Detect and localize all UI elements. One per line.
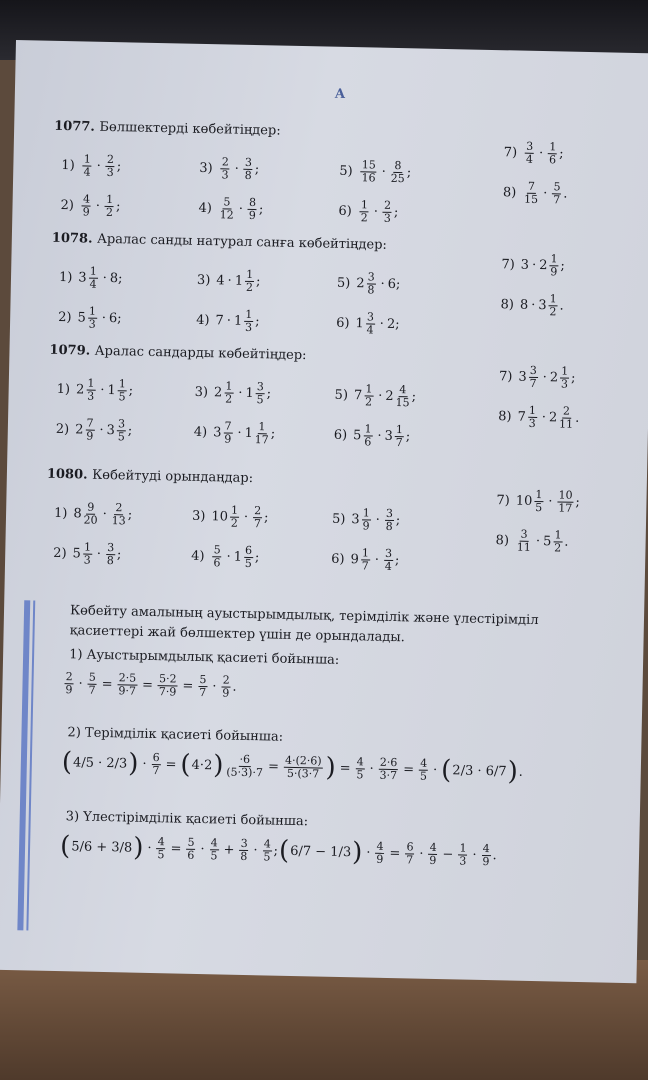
exercise-title: Бөлшектерді көбейтіңдер: (99, 119, 281, 139)
fraction: $\frac{7}{9}$ (86, 416, 94, 443)
fraction: $\frac{9}{20}$ (83, 500, 98, 527)
fraction: $\frac{1}{3}$ (560, 364, 569, 391)
fraction: $\frac{1}{6}$ (548, 140, 557, 167)
item-label: 1) (56, 381, 71, 398)
exercise-item: 3) 10 $\frac{1}{2}$ · $\frac{2}{7}$ ; (191, 503, 269, 531)
item-label: 4) (193, 424, 208, 441)
fraction: $\frac{4}{9}$ (429, 840, 437, 867)
exercise-item: 6) $\frac{1}{2}$ · $\frac{2}{3}$ ; (338, 198, 399, 225)
fraction: $\frac{4\cdot(2\cdot 6)}{5\cdot(3\cdot 7}$ (284, 753, 322, 781)
exercise-item: 2) 5 $\frac{1}{3}$ · 6 ; (58, 304, 122, 331)
fraction: $\frac{3}{8}$ (240, 836, 248, 863)
exercise-heading (54, 119, 281, 139)
item-label: 2) (60, 197, 75, 214)
exercise-item: 4) $\frac{5}{12}$ · $\frac{8}{9}$ ; (198, 195, 264, 223)
fraction: $\frac{1}{2}$ (230, 503, 239, 530)
fraction: $\frac{4}{9}$ (82, 192, 91, 219)
item-label: 5) (331, 511, 346, 528)
equation-distributive: ( 5/6 + 3/8 ) · $\frac{4}{5}$ = $\frac{5}{6}$ · $\frac{4}{5}$ + $\frac{3}{8}$ · $\frac{4}{5}$ ; ( 6/7 − 1/3 ) · $\frac{4}{9}$ = $\frac{6}{7}$ · $\frac{4}{9}$ − $\frac{1}{3}$ · $\frac{4}{9}$ . (59, 831, 497, 868)
item-label: 5) (334, 387, 349, 404)
fraction: $\frac{3}{5}$ (256, 380, 264, 407)
fraction: $\frac{3}{8}$ (244, 155, 253, 182)
fraction: $\frac{1}{5}$ (118, 377, 127, 404)
fraction: $\frac{1}{9}$ (362, 506, 370, 533)
fraction: $\frac{4}{5}$ (356, 754, 364, 781)
exercise-item: 8) $\frac{7}{15}$ · $\frac{5}{7}$ . (502, 179, 568, 207)
property-2-heading: 2) Терімділік қасиеті бойынша: (67, 725, 284, 745)
exercise-item: 7) 3 · 2 $\frac{1}{9}$ ; (501, 252, 565, 279)
item-label: 3) (196, 272, 211, 289)
fraction: $\frac{2}{9}$ (222, 673, 230, 700)
exercise-item: 8) 8 · 3 $\frac{1}{2}$ . (500, 292, 564, 319)
item-label: 4) (198, 200, 213, 217)
item-label: 4) (196, 312, 210, 329)
exercise-item: 2) 5 $\frac{1}{3}$ · $\frac{3}{8}$ ; (53, 540, 122, 568)
fraction: $\frac{3}{5}$ (117, 417, 126, 444)
fraction: $\frac{3}{7}$ (529, 363, 537, 390)
item-label: 5) (339, 163, 353, 180)
item-label: 5) (336, 275, 351, 292)
textbook-page (0, 40, 648, 983)
fraction: $\frac{1}{6}$ (364, 422, 372, 449)
item-label: 6) (331, 551, 345, 567)
exercise-item: 4) 7 · 1 $\frac{1}{3}$ ; (196, 307, 260, 335)
fraction: $\frac{2}{3}$ (106, 152, 115, 180)
fraction: $\frac{3}{4}$ (366, 310, 375, 337)
exercise-item: 4) $\frac{5}{6}$ · 1 $\frac{6}{5}$ ; (191, 543, 260, 571)
fraction: $\frac{5}{7}$ (88, 670, 96, 697)
fraction: $\frac{1}{4}$ (89, 264, 97, 291)
fraction: $\frac{6}{7}$ (152, 750, 160, 777)
item-label: 2) (55, 421, 70, 438)
exercise-item: 4) 3 $\frac{7}{9}$ · 1 $\frac{1}{17}$ ; (193, 419, 276, 447)
item-label: 8) (495, 533, 510, 549)
item-label: 7) (498, 369, 513, 385)
exercise-item: 6) 5 $\frac{1}{6}$ · 3 $\frac{1}{7}$ ; (333, 422, 411, 450)
item-label: 6) (333, 427, 348, 444)
item-label: 1) (61, 157, 75, 174)
exercise-item: 5) 7 $\frac{1}{2}$ · 2 $\frac{4}{15}$ ; (334, 382, 417, 410)
fraction: $\frac{3}{8}$ (367, 270, 375, 297)
fraction: $\frac{4}{5}$ (210, 835, 218, 862)
fraction: $\frac{2}{7}$ (253, 504, 262, 531)
fraction: $\frac{1}{7}$ (395, 423, 404, 450)
exercise-item: 2) $\frac{4}{9}$ · $\frac{1}{2}$ ; (60, 192, 121, 220)
page-letter: A (334, 86, 346, 102)
exercise-number: 1077. (54, 118, 100, 135)
fraction: $\frac{2}{9}$ (65, 670, 73, 697)
fraction: $\frac{1}{2}$ (225, 379, 233, 406)
fraction: $\frac{1}{3}$ (87, 376, 95, 403)
fraction: $\frac{1}{3}$ (88, 304, 97, 331)
fraction: $\frac{5\cdot 2}{7\cdot 9}$ (158, 672, 177, 699)
theory-box (17, 600, 648, 943)
fraction: $\frac{1}{5}$ (535, 487, 543, 515)
fraction: $\frac{3}{8}$ (106, 541, 115, 568)
fraction: $\frac{3}{4}$ (384, 546, 393, 573)
exercise-item: 1) $\frac{1}{4}$ · $\frac{2}{3}$ ; (61, 152, 122, 180)
fraction: $\frac{1}{3}$ (459, 840, 467, 868)
exercise-item: 5) 3 $\frac{1}{9}$ · $\frac{3}{8}$ ; (331, 506, 401, 533)
item-label: 8) (502, 185, 517, 201)
fraction: $\frac{3}{4}$ (525, 139, 534, 166)
exercise-title: Көбейтуді орындаңдар: (91, 467, 254, 487)
exercise-item: 3) 2 $\frac{1}{2}$ · 1 $\frac{3}{5}$ ; (194, 379, 272, 407)
fraction: $\frac{4}{9}$ (376, 839, 384, 866)
exercise-item: 1) 8 $\frac{9}{20}$ · $\frac{2}{13}$ ; (53, 500, 133, 528)
fraction: $\frac{2\cdot 5}{9\cdot 7}$ (118, 671, 137, 698)
fraction: $\frac{1}{3}$ (528, 403, 537, 430)
equation-associative: ( 4/5 · 2/3 ) · $\frac{6}{7}$ = ( 4·2 ) $\frac{\cdot 6}{(5\cdot 3)\cdot 7}$ = $\frac{4\cdot(2\cdot 6)}{5\cdot(3\cdot 7}$ ) = $\frac{4}{5}$ · $\frac{2\cdot 6}{3\cdot 7}$ = $\frac{4}{5}$ · ( 2/3 · 6/7 ) . (61, 747, 524, 787)
property-3-heading: 3) Үлестірімділік қасиеті бойынша: (65, 809, 309, 830)
exercise-item: 7) 3 $\frac{3}{7}$ · 2 $\frac{1}{3}$ ; (498, 363, 576, 391)
fraction: $\frac{1}{17}$ (254, 420, 269, 447)
exercise-item: 1) 3 $\frac{1}{4}$ · 8 ; (58, 264, 123, 291)
exercise-item: 8) 7 $\frac{1}{3}$ · 2 $\frac{2}{11}$ . (498, 403, 580, 431)
item-label: 8) (498, 409, 512, 425)
fraction: $\frac{4}{5}$ (263, 836, 271, 864)
fraction: $\frac{2}{11}$ (558, 404, 574, 431)
item-label: 4) (191, 548, 205, 565)
equation-commutative: $\frac{2}{9}$ · $\frac{5}{7}$ = $\frac{2\cdot 5}{9\cdot 7}$ = $\frac{5\cdot 2}{7\cdot 9}$ = $\frac{5}{7}$ · $\frac{2}{9}$ . (65, 670, 237, 700)
fraction: $\frac{3}{11}$ (516, 527, 531, 554)
fraction: $\frac{4}{5}$ (419, 756, 428, 783)
fraction: $\frac{2}{3}$ (221, 155, 229, 182)
exercise-item: 5) 2 $\frac{3}{8}$ · 6 ; (336, 270, 401, 297)
exercise-item: 1) 2 $\frac{1}{3}$ · 1 $\frac{1}{5}$ ; (56, 376, 134, 404)
item-label: 1) (58, 269, 73, 286)
fraction: $\frac{6}{7}$ (406, 839, 414, 866)
fraction: $\frac{1}{2}$ (364, 382, 373, 409)
fraction: $\frac{5}{7}$ (553, 180, 561, 207)
fraction: $\frac{1}{2}$ (549, 292, 557, 319)
item-label: 7) (496, 493, 510, 509)
fraction: $\frac{2}{13}$ (111, 501, 126, 528)
exercise-title: Аралас сандарды көбейтіңдер: (94, 343, 307, 364)
exercise-heading (47, 467, 253, 486)
fraction: $\frac{15}{16}$ (361, 158, 376, 185)
fraction: $\frac{6}{5}$ (244, 543, 253, 571)
fraction: $\frac{2\cdot 6}{3\cdot 7}$ (379, 755, 398, 782)
item-label: 7) (503, 145, 518, 161)
item-label: 3) (194, 384, 209, 401)
fraction: $\frac{5}{12}$ (219, 195, 234, 222)
item-label: 2) (58, 309, 72, 326)
item-label: 3) (191, 508, 206, 525)
exercise-item: 5) $\frac{15}{16}$ · $\frac{8}{25}$ ; (339, 158, 412, 186)
fraction: $\frac{1}{7}$ (361, 546, 370, 573)
exercise-item: 8) $\frac{3}{11}$ · 5 $\frac{1}{2}$ . (495, 527, 569, 555)
fraction: $\frac{5}{7}$ (199, 672, 207, 700)
fraction: $\frac{10}{17}$ (558, 488, 573, 515)
item-label: 8) (500, 297, 515, 313)
fraction: $\frac{1}{9}$ (550, 252, 558, 279)
fraction: $\frac{4}{15}$ (395, 383, 410, 410)
property-1-heading: 1) Ауыстырымдылық қасиеті бойынша: (68, 647, 340, 668)
fraction: $\frac{8}{25}$ (390, 158, 405, 186)
item-label: 2) (53, 545, 67, 562)
item-label: 7) (501, 257, 515, 273)
fraction: $\frac{7}{15}$ (523, 179, 539, 206)
exercise-item: 7) $\frac{3}{4}$ · $\frac{1}{6}$ ; (503, 139, 564, 167)
fraction: $\frac{5}{6}$ (187, 835, 195, 862)
exercise-item: 6) 1 $\frac{3}{4}$ · 2 ; (335, 310, 400, 337)
exercise-item: 7) 10 $\frac{1}{5}$ · $\frac{10}{17}$ ; (496, 487, 581, 515)
exercise-title: Аралас санды натурал санға көбейтіңдер: (96, 231, 388, 253)
theory-intro-2: қасиеттері жай бөлшектер үшін де орындалады. (69, 623, 405, 646)
exercise-item: 2) 2 $\frac{7}{9}$ · 3 $\frac{3}{5}$ ; (55, 416, 133, 444)
fraction: $\frac{1}{2}$ (554, 528, 562, 555)
fraction: $\frac{1}{2}$ (245, 267, 254, 295)
fraction: $\frac{3}{8}$ (385, 506, 394, 533)
theory-intro-1: Көбейту амалының ауыстырымдылық, терімділік және үлестірімділ (69, 603, 539, 629)
fraction: $\frac{7}{9}$ (224, 419, 232, 446)
exercise-heading (49, 343, 306, 363)
fraction: $\frac{1}{3}$ (244, 307, 253, 335)
fraction: $\frac{1}{3}$ (83, 540, 92, 567)
fraction: $\frac{5}{6}$ (213, 543, 221, 570)
fraction: $\frac{1}{4}$ (83, 152, 92, 179)
exercise-number: 1080. (46, 466, 93, 483)
item-label: 6) (335, 315, 350, 332)
exercise-number: 1078. (51, 230, 98, 247)
fraction: $\frac{4}{9}$ (482, 841, 490, 868)
exercise-item: 6) 9 $\frac{1}{7}$ · $\frac{3}{4}$ ; (331, 546, 400, 573)
fraction: $\frac{4}{5}$ (157, 834, 165, 861)
fraction: $\frac{1}{2}$ (360, 198, 369, 225)
item-label: 6) (338, 203, 352, 220)
fraction: $\frac{2}{3}$ (383, 198, 392, 225)
exercise-item: 3) 4 · 1 $\frac{1}{2}$ ; (196, 267, 261, 295)
exercise-heading (52, 231, 387, 253)
fraction: $\frac{8}{9}$ (248, 195, 257, 223)
fraction: $\frac{\cdot 6}{(5\cdot 3)\cdot 7}$ (226, 752, 264, 779)
item-label: 3) (199, 160, 213, 177)
item-label: 1) (53, 505, 68, 522)
fraction: $\frac{1}{2}$ (105, 192, 114, 220)
exercise-item: 3) $\frac{2}{3}$ · $\frac{3}{8}$ ; (199, 155, 260, 182)
exercise-number: 1079. (49, 342, 95, 359)
